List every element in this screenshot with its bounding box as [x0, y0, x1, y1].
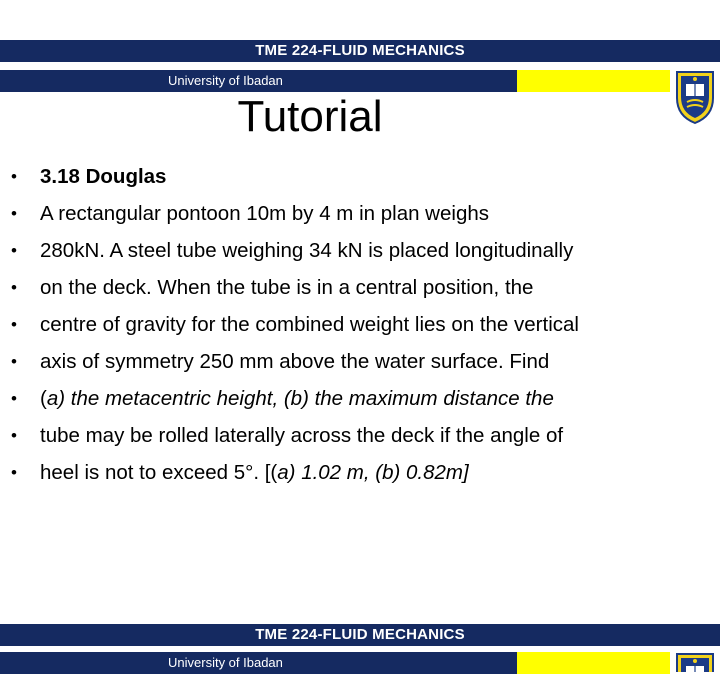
bullet-dot-icon: •: [11, 389, 17, 408]
header-subtitle-bar: [0, 70, 720, 92]
yellow-accent-strip: [517, 70, 670, 92]
bullet-text: a) the metacentric height, (b) the maximum distance the: [46, 387, 554, 410]
bullet-line: [0, 419, 700, 456]
bullet-dot-icon: •: [11, 167, 17, 186]
footer-title-bar: [0, 624, 720, 646]
bullet-dot-icon: •: [11, 278, 17, 297]
bullet-dot-icon: •: [11, 463, 17, 482]
institution-name: University of Ibadan: [168, 73, 283, 88]
course-title: TME 224-FLUID MECHANICS: [255, 42, 465, 59]
footer-institution-name: University of Ibadan: [168, 655, 283, 670]
header-title-bar: [0, 40, 720, 62]
bullet-line: [0, 197, 700, 234]
bullet-line: [0, 160, 700, 197]
bullet-dot-icon: •: [11, 315, 17, 334]
footer-university-crest-icon: [672, 650, 718, 672]
institution-strip: [0, 70, 517, 92]
bullet-line: [0, 234, 700, 271]
bullet-text: 3.18 Douglas: [40, 165, 167, 188]
footer-course-title: TME 224-FLUID MECHANICS: [255, 626, 465, 643]
bullet-text: tube may be rolled laterally across the deck if the angle of: [40, 424, 564, 447]
bullet-dot-icon: •: [11, 352, 17, 371]
university-crest-icon: [672, 68, 718, 126]
bullet-line: [0, 345, 700, 382]
footer-yellow-accent-strip: [517, 652, 670, 674]
slide-title: Tutorial: [237, 92, 383, 141]
bullet-text: A rectangular pontoon 10m by 4 m in plan weighs: [40, 202, 489, 225]
bullet-dot-icon: •: [11, 204, 17, 223]
bullet-text: (: [40, 387, 47, 410]
footer-institution-strip: [0, 652, 517, 674]
bullet-line: [0, 271, 700, 308]
bullet-text: a) 1.02 m, (b) 0.82m]: [277, 461, 469, 484]
bullet-line: [0, 456, 700, 493]
bullet-text: on the deck. When the tube is in a central position, the: [40, 276, 534, 299]
bullet-dot-icon: •: [11, 426, 17, 445]
footer-subtitle-bar: [0, 652, 720, 674]
bullet-text: 280kN. A steel tube weighing 34 kN is placed longitudinally: [40, 239, 574, 262]
bullet-text: centre of gravity for the combined weight lies on the vertical: [40, 313, 579, 336]
bullet-dot-icon: •: [11, 241, 17, 260]
bullet-text: axis of symmetry 250 mm above the water surface. Find: [40, 350, 550, 373]
bullet-line: [0, 308, 700, 345]
bullet-line: [0, 382, 700, 419]
bullet-text: heel is not to exceed 5°. [(: [40, 461, 278, 484]
bullet-list: [0, 160, 700, 493]
